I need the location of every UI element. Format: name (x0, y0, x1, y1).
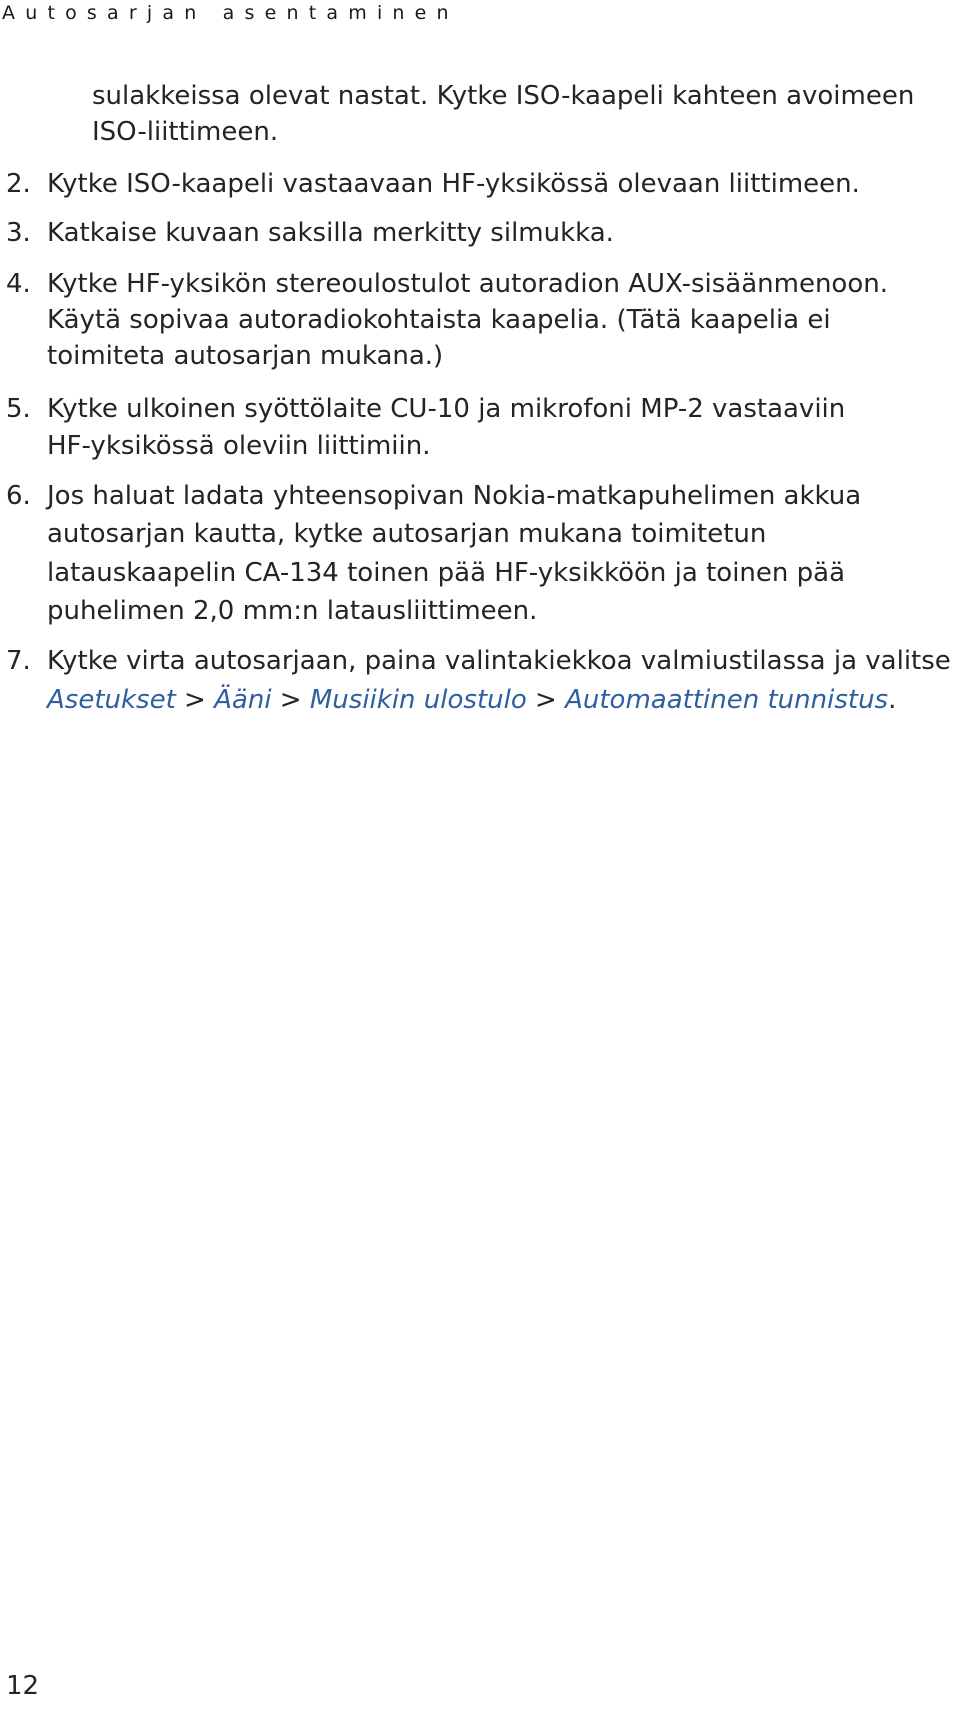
step-1-continuation-line-2: ISO-liittimeen. (92, 117, 279, 147)
step-3-number: 3. (6, 218, 31, 248)
menu-path-end: . (888, 685, 897, 715)
menu-separator: > (526, 685, 566, 715)
step-6-number: 6. (6, 481, 31, 511)
step-4-text-line-2: Käytä sopivaa autoradiokohtaista kaapelia. (Tätä kaapelia ei (47, 305, 831, 335)
menu-separator: > (271, 685, 310, 715)
running-header: Autosarjan asentaminen (2, 2, 459, 24)
step-4-text-line-1: Kytke HF-yksikön stereoulostulot autoradion AUX-sisäänmenoon. (47, 269, 888, 299)
step-6-text-line-4: puhelimen 2,0 mm:n latausliittimeen. (47, 596, 538, 626)
step-7-number: 7. (6, 646, 31, 676)
step-5-text-line-1: Kytke ulkoinen syöttölaite CU-10 ja mikrofoni MP-2 vastaaviin (47, 394, 846, 424)
step-6-text-line-3: latauskaapelin CA-134 toinen pää HF-yksikköön ja toinen pää (47, 558, 846, 588)
step-4-text-line-3: toimiteta autosarjan mukana.) (47, 341, 444, 371)
step-2-number: 2. (6, 169, 31, 199)
step-1-continuation-line-1: sulakkeissa olevat nastat. Kytke ISO-kaapeli kahteen avoimeen (92, 81, 915, 111)
step-4-number: 4. (6, 269, 31, 299)
menu-item-automaattinen-tunnistus: Automaattinen tunnistus (565, 685, 889, 715)
step-6-text-line-1: Jos haluat ladata yhteensopivan Nokia-matkapuhelimen akkua (47, 481, 862, 511)
menu-separator: > (175, 685, 215, 715)
step-3-text: Katkaise kuvaan saksilla merkitty silmukka. (47, 218, 614, 248)
step-6-text-line-2: autosarjan kautta, kytke autosarjan mukana toimitetun (47, 519, 767, 549)
step-7-text-line-1: Kytke virta autosarjaan, paina valintakiekkoa valmiustilassa ja valitse (47, 646, 951, 676)
step-5-number: 5. (6, 394, 31, 424)
menu-item-aani: Ääni (214, 685, 272, 715)
step-5-text-line-2: HF-yksikössä oleviin liittimiin. (47, 431, 431, 461)
step-2-text: Kytke ISO-kaapeli vastaavaan HF-yksikössä olevaan liittimeen. (47, 169, 860, 199)
menu-item-musiikin-ulostulo: Musiikin ulostulo (309, 685, 527, 715)
menu-item-asetukset: Asetukset (47, 685, 176, 715)
page-number: 12 (6, 1671, 40, 1701)
step-7-menu-path (47, 682, 896, 718)
